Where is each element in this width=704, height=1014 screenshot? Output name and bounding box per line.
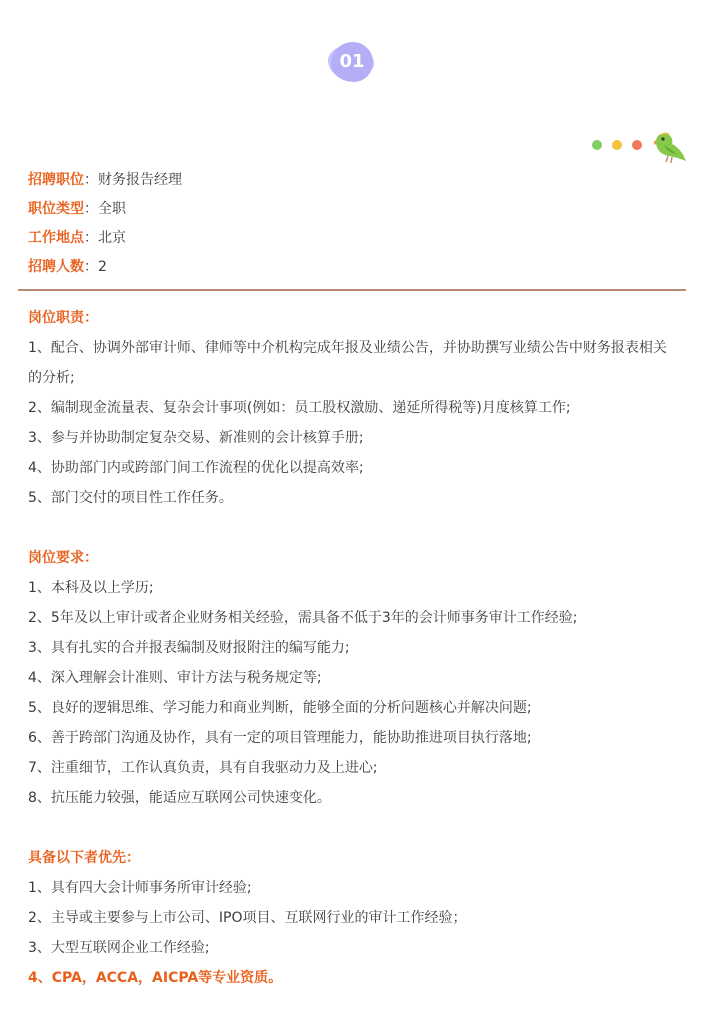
yellow-dot (612, 140, 622, 150)
green-dot (592, 140, 602, 150)
info-value: 2 (98, 259, 107, 275)
highlight-item: 4、CPA，ACCA，AICPA等专业资质。 (28, 970, 283, 986)
list-item: 1、本科及以上学历; (28, 580, 154, 596)
info-label: 职位类型 (28, 201, 84, 217)
preferred-section (28, 843, 678, 993)
info-separator: ： (84, 230, 98, 246)
info-label: 工作地点 (28, 230, 84, 246)
info-value: 财务报告经理 (98, 172, 182, 188)
list-item: 5、部门交付的项目性工作任务。 (28, 490, 233, 506)
list-item: 3、参与并协助制定复杂交易、新准则的会计核算手册; (28, 430, 364, 446)
responsibilities-section (28, 303, 678, 513)
list-item: 3、大型互联网企业工作经验; (28, 940, 210, 956)
section-number-badge (328, 42, 376, 82)
info-value: 北京 (98, 230, 126, 246)
section-title: 岗位要求： (28, 550, 98, 566)
info-separator: ： (84, 172, 98, 188)
badge-number: 01 (339, 51, 365, 72)
list-item: 2、主导或主要参与上市公司、IPO项目、互联网行业的审计工作经验； (28, 910, 467, 926)
requirements-section (28, 543, 678, 813)
info-separator: ： (84, 201, 98, 217)
list-item: 8、抗压能力较强，能适应互联网公司快速变化。 (28, 790, 331, 806)
decoration (590, 128, 690, 168)
info-separator: ： (84, 259, 98, 275)
info-value: 全职 (98, 201, 126, 217)
list-item: 1、配合、协调外部审计师、律师等中介机构完成年报及业绩公告，并协助撰写业绩公告中财务报表相关的分析; (28, 340, 667, 386)
list-item: 4、深入理解会计准则、审计方法与税务规定等; (28, 670, 322, 686)
info-label: 招聘职位 (28, 172, 84, 188)
section-title: 岗位职责： (28, 310, 98, 326)
list-item: 6、善于跨部门沟通及协作，具有一定的项目管理能力，能协助推进项目执行落地; (28, 730, 532, 746)
info-label: 招聘人数 (28, 259, 84, 275)
info-row-type (28, 195, 182, 224)
list-item: 1、具有四大会计师事务所审计经验; (28, 880, 252, 896)
list-item: 3、具有扎实的合并报表编制及财报附注的编写能力; (28, 640, 350, 656)
list-item: 4、协助部门内或跨部门间工作流程的优化以提高效率; (28, 460, 364, 476)
list-item: 5、良好的逻辑思维、学习能力和商业判断，能够全面的分析问题核心并解决问题; (28, 700, 532, 716)
info-row-position (28, 166, 182, 195)
list-item: 2、5年及以上审计或者企业财务相关经验，需具备不低于3年的会计师事务审计工作经验; (28, 610, 578, 626)
list-item: 2、编制现金流量表、复杂会计事项(例如：员工股权激励、递延所得税等)月度核算工作; (28, 400, 571, 416)
info-row-headcount (28, 253, 182, 282)
parrot-icon (648, 128, 688, 168)
section-title: 具备以下者优先： (28, 850, 140, 866)
job-info (28, 166, 182, 282)
red-dot (632, 140, 642, 150)
divider (18, 289, 686, 291)
info-row-location (28, 224, 182, 253)
list-item: 7、注重细节，工作认真负责，具有自我驱动力及上进心; (28, 760, 378, 776)
